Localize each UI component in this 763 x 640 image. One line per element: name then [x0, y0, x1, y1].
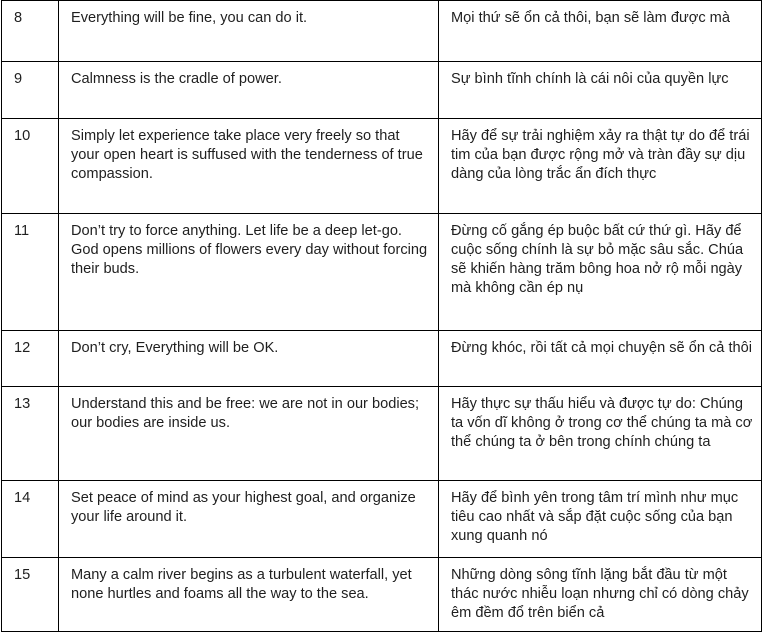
english-quote-cell: Calmness is the cradle of power.	[59, 62, 439, 119]
table-row	[2, 387, 762, 481]
vietnamese-translation-cell: Hãy để bình yên trong tâm trí mình như mục tiêu cao nhất và sắp đặt cuộc sống của bạn xung quanh nó	[439, 481, 762, 558]
english-quote-cell: Understand this and be free: we are not in our bodies; our bodies are inside us.	[59, 387, 439, 481]
row-number-cell: 13	[2, 387, 59, 481]
table-row	[2, 331, 762, 387]
english-quote-cell: Everything will be fine, you can do it.	[59, 1, 439, 62]
vietnamese-translation-cell: Sự bình tĩnh chính là cái nôi của quyền lực	[439, 62, 762, 119]
table-row	[2, 558, 762, 632]
table-row	[2, 214, 762, 331]
vietnamese-translation-cell: Mọi thứ sẽ ổn cả thôi, bạn sẽ làm được mà	[439, 1, 762, 62]
row-number-cell: 14	[2, 481, 59, 558]
table-row	[2, 481, 762, 558]
row-number-cell: 15	[2, 558, 59, 632]
row-number-cell: 8	[2, 1, 59, 62]
vietnamese-translation-cell: Những dòng sông tĩnh lặng bắt đầu từ một thác nước nhiễu loạn nhưng chỉ có dòng chảy êm đềm đổ trên biển cả	[439, 558, 762, 632]
vietnamese-translation-cell: Hãy thực sự thấu hiểu và được tự do: Chúng ta vốn dĩ không ở trong cơ thể chúng ta mà cơ thể chúng ta ở bên trong chính chúng ta	[439, 387, 762, 481]
english-quote-cell: Set peace of mind as your highest goal, and organize your life around it.	[59, 481, 439, 558]
english-quote-cell: Don’t cry, Everything will be OK.	[59, 331, 439, 387]
table-row	[2, 62, 762, 119]
table-row	[2, 1, 762, 62]
row-number-cell: 10	[2, 119, 59, 214]
row-number-cell: 11	[2, 214, 59, 331]
english-quote-cell: Many a calm river begins as a turbulent waterfall, yet none hurtles and foams all the way to the sea.	[59, 558, 439, 632]
quotes-translation-table	[1, 0, 762, 632]
row-number-cell: 9	[2, 62, 59, 119]
vietnamese-translation-cell: Đừng khóc, rồi tất cả mọi chuyện sẽ ổn cả thôi	[439, 331, 762, 387]
vietnamese-translation-cell: Hãy để sự trải nghiệm xảy ra thật tự do để trái tim của bạn được rộng mở và tràn đầy sự dịu dàng của lòng trắc ẩn đích thực	[439, 119, 762, 214]
english-quote-cell: Don’t try to force anything. Let life be a deep let-go. God opens millions of flowers every day without forcing their buds.	[59, 214, 439, 331]
table-row	[2, 119, 762, 214]
english-quote-cell: Simply let experience take place very freely so that your open heart is suffused with the tenderness of true compassion.	[59, 119, 439, 214]
vietnamese-translation-cell: Đừng cố gắng ép buộc bất cứ thứ gì. Hãy để cuộc sống chính là sự bỏ mặc sâu sắc. Chúa sẽ khiến hàng trăm bông hoa nở rộ mỗi ngày mà không cần ép nụ	[439, 214, 762, 331]
row-number-cell: 12	[2, 331, 59, 387]
